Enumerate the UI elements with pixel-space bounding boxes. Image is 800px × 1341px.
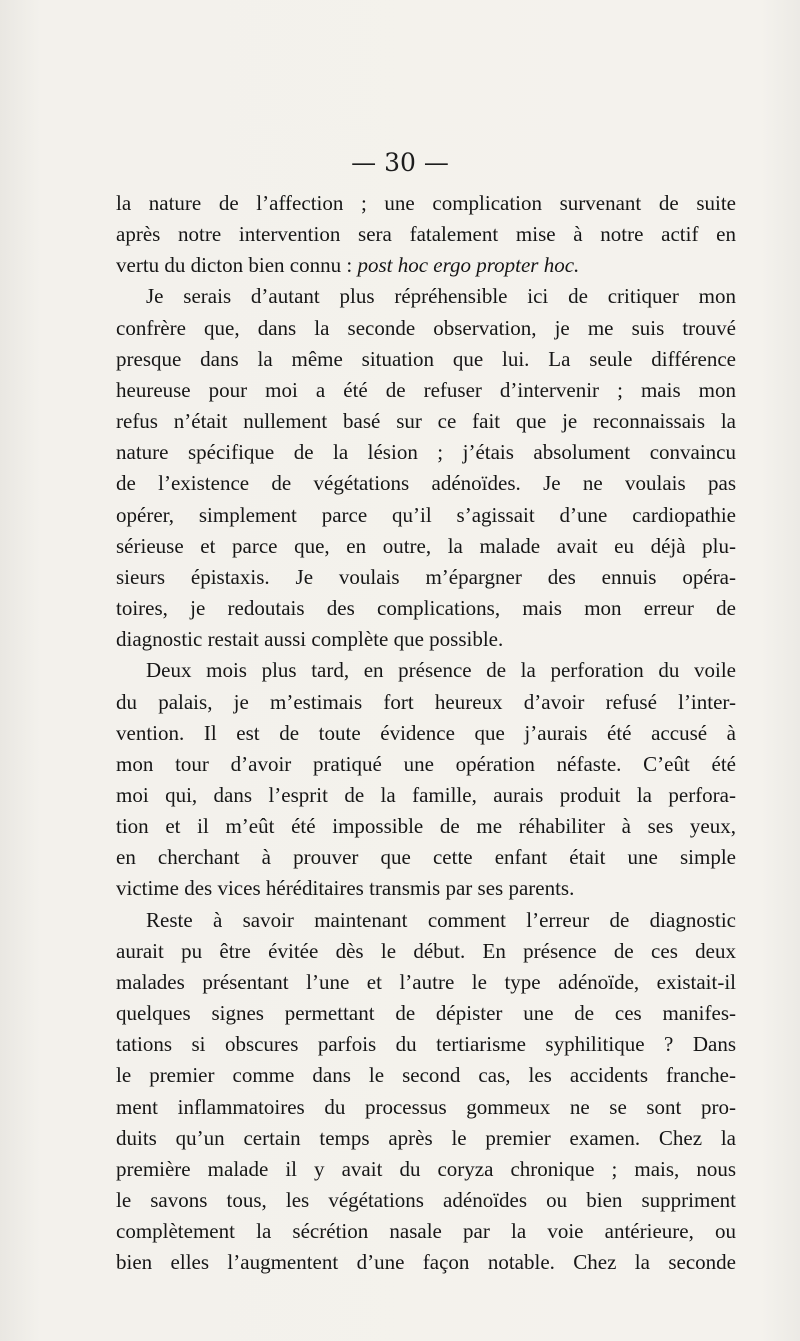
text-line <box>116 250 736 281</box>
text-line-content: sieurs épistaxis. Je voulais m’épargner des ennuis opéra- <box>116 564 736 589</box>
text-line <box>116 811 736 842</box>
text-line-content: confrère que, dans la seconde observation, je me suis trouvé <box>116 315 736 340</box>
text-line <box>116 1092 736 1123</box>
text-line-content: refus n’était nullement basé sur ce fait que je reconnaissais la <box>116 409 736 434</box>
text-line <box>116 873 736 904</box>
text-line-content: du palais, je m’estimais fort heureux d’avoir refusé l’inter- <box>116 689 736 714</box>
text-line-content: en cherchant à prouver que cette enfant était une simple <box>116 845 736 870</box>
text-line <box>116 905 736 936</box>
text-line <box>116 406 736 437</box>
text-line-content: bien elles l’augmentent d’une façon notable. Chez la seconde <box>116 1250 736 1275</box>
text-line <box>116 344 736 375</box>
text-line <box>116 624 736 655</box>
text-line-content: après notre intervention sera fatalement mise à notre actif en <box>116 222 736 247</box>
text-line-content: moi qui, dans l’esprit de la famille, aurais produit la perfora- <box>116 782 736 807</box>
body-text <box>116 188 736 1278</box>
text-line-content: heureuse pour moi a été de refuser d’intervenir ; mais mon <box>116 377 736 402</box>
text-line-content: de l’existence de végétations adénoïdes. Je ne voulais pas <box>116 471 736 496</box>
text-line <box>116 655 736 686</box>
text-line <box>116 593 736 624</box>
text-line-content: Deux mois plus tard, en présence de la perforation du voile <box>146 658 736 683</box>
text-line-content: mon tour d’avoir pratiqué une opération néfaste. C’eût été <box>116 751 736 776</box>
text-line-content: la nature de l’affection ; une complication survenant de suite <box>116 191 736 215</box>
text-line <box>116 437 736 468</box>
text-line <box>116 749 736 780</box>
text-line <box>116 1247 736 1278</box>
text-line-content: aurait pu être évitée dès le début. En présence de ces deux <box>116 938 736 963</box>
text-line-content: vention. Il est de toute évidence que j’aurais été accusé à <box>116 720 736 745</box>
text-line-content: quelques signes permettant de dépister une de ces manifes- <box>116 1001 736 1026</box>
text-line <box>116 1216 736 1247</box>
text-line <box>116 967 736 998</box>
text-line <box>116 780 736 811</box>
text-line <box>116 375 736 406</box>
text-line-content: toires, je redoutais des complications, mais mon erreur de <box>116 596 736 621</box>
text-line-content: presque dans la même situation que lui. La seule différence <box>116 346 736 371</box>
text-line-content: Je serais d’autant plus répréhensible ici de critiquer mon <box>146 284 736 309</box>
text-line <box>116 313 736 344</box>
text-line-content: vertu du dicton bien connu : <box>116 253 358 278</box>
text-line-content: ment inflammatoires du processus gommeux ne se sont pro- <box>116 1094 736 1119</box>
text-line <box>116 936 736 967</box>
text-line <box>116 1154 736 1185</box>
text-line <box>116 468 736 499</box>
text-line-content: complètement la sécrétion nasale par la voie antérieure, ou <box>116 1219 736 1244</box>
text-line-content: nature spécifique de la lésion ; j’étais absolument convaincu <box>116 440 736 465</box>
text-line <box>116 531 736 562</box>
text-line-content: tations si obscures parfois du tertiarisme syphilitique ? Dans <box>116 1032 736 1057</box>
text-line-content: le savons tous, les végétations adénoïdes ou bien suppriment <box>116 1188 736 1212</box>
text-line <box>116 1185 736 1216</box>
text-line-content: duits qu’un certain temps après le premier examen. Chez la <box>116 1125 736 1150</box>
text-line-content: première malade il y avait du coryza chronique ; mais, nous <box>116 1156 736 1181</box>
text-line <box>116 281 736 312</box>
text-line <box>116 842 736 873</box>
text-line <box>116 1123 736 1154</box>
text-line-content: Reste à savoir maintenant comment l’erreur de diagnostic <box>146 907 736 932</box>
text-line <box>116 188 736 219</box>
text-line-content: tion et il m’eût été impossible de me réhabiliter à ses yeux, <box>116 814 736 839</box>
text-line <box>116 500 736 531</box>
text-line-content: victime des vices héréditaires transmis par ses parents. <box>116 876 575 901</box>
page-number: — 30 — <box>351 148 449 177</box>
text-line-content: sérieuse et parce que, en outre, la malade avait eu déjà plu- <box>116 533 736 558</box>
text-line-content: malades présentant l’une et l’autre le type adénoïde, existait-il <box>116 969 736 994</box>
text-line-content: diagnostic restait aussi complète que possible. <box>116 627 504 652</box>
text-line-content: le premier comme dans le second cas, les accidents franche- <box>116 1063 736 1088</box>
text-line <box>116 219 736 250</box>
italic-quote: post hoc ergo propter hoc. <box>357 253 580 278</box>
text-line-content: opérer, simplement parce qu’il s’agissait d’une cardiopathie <box>116 502 736 527</box>
text-line <box>116 1029 736 1060</box>
text-line <box>116 718 736 749</box>
text-line <box>116 1060 736 1091</box>
text-line <box>116 687 736 718</box>
text-line <box>116 998 736 1029</box>
text-line <box>116 562 736 593</box>
